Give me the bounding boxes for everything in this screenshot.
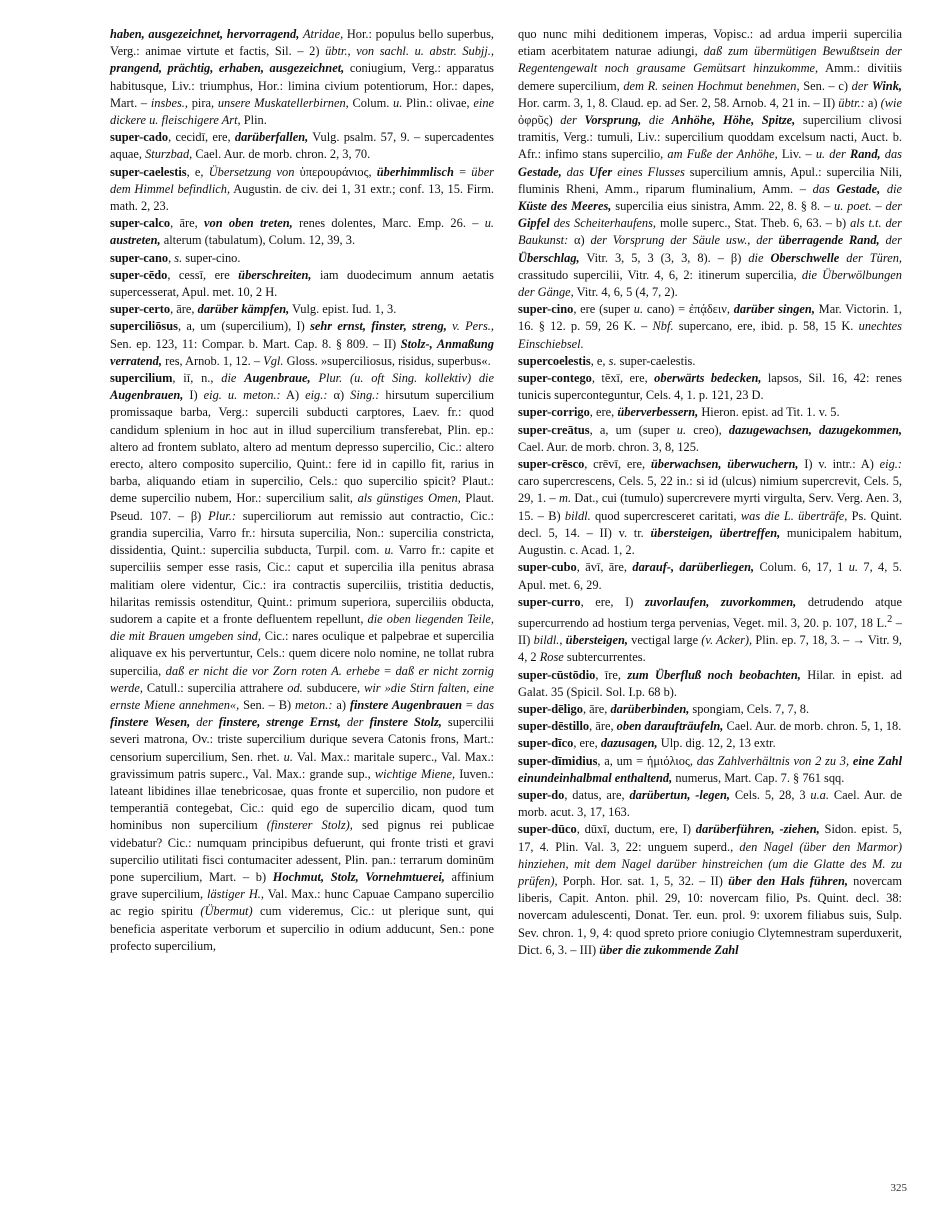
dictionary-entry: super-dīco, ere, dazusagen, Ulp. dig. 12, 2, 13 extr. [518, 736, 776, 751]
dictionary-entry: super-cūstōdio, īre, zum Überfluß noch beobachten, Hilar. in epist. ad Galat. 35 (Spicil. Sol. I.p. 68 b). [518, 667, 902, 699]
dictionary-entry: super-caelestis, e, Übersetzung von ὑπερουράνιος, überhimmlisch = über dem Himmel befindlich, Augustin. de civ. dei 1, 31 extr.; conf. 13, 15. Firm. math. 2, 23. [110, 164, 495, 214]
dictionary-entry: super-dīmidius, a, um = ἡμιόλιος, das Zahlverhältnis von 2 zu 3, eine Zahl einundeinhalbmal enthaltend, numerus, Mart. Cap. 7. § 761 sqq. [518, 753, 903, 785]
dictionary-entry: super-creātus, a, um (super u. creo), dazugewachsen, dazugekommen, Cael. Aur. de morb. chron. 3, 8, 125. [518, 422, 902, 454]
dictionary-entry: super-cubo, āvī, āre, darauf-, darüberliegen, Colum. 6, 17, 1 u. 7, 4, 5. Apul. met. 6, 29. [518, 560, 902, 592]
dictionary-entry: super-dūco, dūxī, ductum, ere, I) darüberführen, -ziehen, Sidon. epist. 5, 17, 4. Plin. Val. 3, 22: unguem superd., den Nagel (über den Marmor) hinziehen, mit dem Nagel darüber hinstreichen (um die Glatte des M. zu prüfen), Porph. Hor. sat. 1, 5, 32. – II) über den Hals führen, novercam liberis, Capit. Anton. phil. 29, 10: novercam filio, Ps. Quint. decl. 38: novercam adulescenti, Donat. Ter. eun. prol. 9: uxorem filiabus suis, Sulp. Sev. chron. 1, 9, 4: quod spreto priore coniugio Clytemnestram superduxerit, Dict. 6, 3. – III) über die zukommende Zahl [518, 822, 902, 957]
dictionary-entry: supercoelestis, e, s. super-caelestis. [518, 353, 696, 368]
dictionary-entry: super-contego, tēxī, ere, oberwärts bedecken, lapsos, Sil. 16, 42: renes tunicis superconteguntur, Cels. 4, 1. p. 121, 23 D. [518, 371, 902, 403]
right-column [518, 26, 902, 959]
dictionary-entry: super-curro, ere, I) zuvorlaufen, zuvorkommen, detrudendo atque supercurrendo ad hostium terga pervenias, Veget. mil. 3, 20. p. 107, 18 L.$^2$ – II) bildl., übersteigen, vectigal large (v. Acker), Plin. ep. 7, 18, 3. – → Vitr. 9, 4, 2 Rose subtercurrentes. [518, 594, 902, 665]
page-number: 325 [890, 1182, 907, 1194]
dictionary-entry: super-corrigo, ere, überverbessern, Hieron. epist. ad Tit. 1. v. 5. [518, 405, 840, 420]
left-column [110, 26, 494, 955]
dictionary-entry: super-cēdo, cessī, ere überschreiten, iam duodecimum annum aetatis supercesserat, Apul. met. 10, 2 H. [110, 267, 495, 300]
dictionary-entry: haben, ausgezeichnet, hervorragend, Atridae, Hor.: populus bello superbus, Verg.: animae virtute et factis, Sil. – 2) übtr., von sachl. u. abstr. Subjj., prangend, prächtig, erhaben, ausgezeichnet, coniugium, Verg.: apparatus habitusque, Liv.: triumphus, Hor.: limina civium potentiorum, Hor.: dapes, Mart. – insbes., pira, unsere Muskatellerbirnen, Colum. u. Plin.: olivae, eine dickere u. fleischigere Art, Plin. [110, 27, 495, 128]
dictionary-entry: super-dēligo, āre, darüberbinden, spongiam, Cels. 7, 7, 8. [518, 702, 810, 717]
dictionary-entry: superciliōsus, a, um (supercilium), I) sehr ernst, finster, streng, v. Pers., Sen. ep. 123, 11: Compar. b. Mart. Cap. 8. § 809. – II) Stolz-, Anmaßung verratend, res, Arnob. 1, 12. – Vgl. Gloss. »superciliosus, risidus, superbus«. [110, 319, 494, 368]
dictionary-entry: super-cino, ere (super u. cano) = ἐπᾴδειν, darüber singen, Mar. Victorin. 1, 16. § 12. p. 59, 26 K. – Nbf. supercano, ere, ibid. p. 58, 15 K. unechtes Einschiebsel. [518, 302, 902, 351]
dictionary-entry: super-cano, s. super-cino. [110, 250, 241, 265]
dictionary-entry: supercilium, iī, n., die Augenbraue, Plur. (u. oft Sing. kollektiv) die Augenbrauen, I) eig. u. meton.: A) eig.: α) Sing.: hirsutum supercilium promissaque barba, Verg.: supercili subducti carptores, Laev. fr.: quod candidum splenium in hoc aut in illud supercilium transferebat, Plin. ep.: altero ad frontem sublato, altero ad mentum depresso supercilio, Cic.: altero erecto, altero composito supercilio, Quint.: fere id in capillo fit, rarius in barba, aliquando etiam in supercilio, Cels.: quo supercilio spicit? Plaut.: deme supercilio nubem, Hor.: supercilium salit, als günstiges Omen, Plaut. Pseud. 107. – β) Plur.: superciliorum aut remissio aut contractio, Cic.: grandia supercilia, Varro fr.: hirsuta supercilia, Non.: supercilia constricta, dissidentia, Quint.: supercilia subducta, Turpil. com. u. Varro fr.: capite et superciliis semper esse rasis, Cic.: caput et supercilia illa penitus abrasa malitiam olere videntur, Cic.: ira contractis superciliis, tristitia deductis, hilaritas remissis ostenditur, Quint.: primum superiora, superciliis obducta, sudorem a capite et a fronte defluentem repellunt, die oben liegenden Teile, die mit Brauen umgeben sind, Cic.: nares oculique et palpebrae et supercilia aliquave ex his pervertuntur, Cels.: quem dicere nolo nomine, ne tollat rubra supercilia, daß er nicht die vor Zorn roten A. erhebe = daß er nicht zornig werde, Catull.: supercilia attrahere od. subducere, wir »die Stirn falten, eine ernste Miene annehmen«, Sen. – B) meton.: a) finstere Augenbrauen = das finstere Wesen, der finstere, strenge Ernst, der finstere Stolz, supercilii severi matrona, Ov.: triste supercilium durique severa Catonis frons, Mart.: censorium supercilium, Sen. rhet. u. Val. Max.: maritale superc., Val. Max.: gravissimum patris superc., Val. Max.: grande sup., wichtige Miene, Iuven.: lateant libidines illae tenebricosae, quas fronte et supercilio, non pudore et temperantiā contegebat, Cic.: quid ego de supercilio dicam, quod tum hominibus non supercilium (finsterer Stolz), sed pignus rei publicae videbatur? Cic.: numquam principibus defuerunt, qui fronte tristi et gravi supercilio utilitati fisci contumaciter adessent, Plin. pan.: terrarum dominūm pone supercilium, Mart. – b) Hochmut, Stolz, Vornehmtuerei, affinium grave supercilium, lästiger H., Val. Max.: hunc Capuae Campano supercilio ac regio spiritu (Übermut) cum videremus, Cic.: ut plerique sunt, qui beneficia asperitate verborum et supercilio in odium adducunt, Sen.: pone profecto supercilium, [110, 371, 495, 953]
dictionary-entry: super-calco, āre, von oben treten, renes dolentes, Marc. Emp. 26. – u. austreten, alterum (tabulatum), Colum. 12, 39, 3. [110, 216, 494, 248]
dictionary-entry: super-dēstillo, āre, oben daraufträufeln, Cael. Aur. de morb. chron. 5, 1, 18. [518, 719, 902, 734]
dictionary-entry: super-cado, cecidī, ere, darüberfallen, Vulg. psalm. 57, 9. – supercadentes aquae, Sturzbad, Cael. Aur. de morb. chron. 2, 3, 70. [110, 130, 494, 162]
dictionary-entry: super-do, datus, are, darübertun, -legen, Cels. 5, 28, 3 u.a. Cael. Aur. de morb. acut. 3, 17, 163. [518, 788, 903, 820]
dictionary-entry: quo nunc mihi deditionem imperas, Vopisc.: ad ardua imperii supercilia etiam acerbitatem naturae adiungi, daß zum übermütigen Bewußtsein der Regentengewalt noch grausame Gemütsart hinzukomme, Amm.: divitiis demere supercilium, dem R. seinen Hochmut benehmen, Sen. – c) der Wink, Hor. carm. 3, 1, 8. Claud. ep. ad Ser. 2, 58. Arnob. 4, 21 in. – II) übtr.: a) (wie ὀφρῦς) der Vorsprung, die Anhöhe, Höhe, Spitze, supercilium clivosi tramitis, Verg.: tumuli, Liv.: supercilium quoddam excelsum nacti, Auct. b. Afr.: infimo stans supercilio, am Fuße der Anhöhe, Liv. – u. der Rand, das Gestade, das Ufer eines Flusses supercilium amnis, Apul.: supercilia Nili, fluminis Rheni, Amm., riparum fluminalium, Amm. – das Gestade, die Küste des Meeres, supercilia eius sinistra, Amm. 22, 8. § 8. – u. poet. – der Gipfel des Scheiterhaufens, molle superc., Stat. Theb. 6, 63. – b) als t.t. der Baukunst: α) der Vorsprung der Säule usw., der überragende Rand, der Überschlag, Vitr. 3, 5, 3 (3, 3, 8). – β) die Oberschwelle der Türen, crassitudo supercilii, Vitr. 4, 6, 2: itinerum supercilia, die Überwölbungen der Gänge, Vitr. 4, 6, 5 (4, 7, 2). [518, 27, 903, 300]
dictionary-entry: super-crēsco, crēvī, ere, überwachsen, überwuchern, I) v. intr.: A) eig.: caro supercrescens, Cels. 5, 22 in.: si id (ulcus) nimium supercrevit, Cels. 5, 29, 1. – m. Dat., cui (tumulo) supercrevere myrti virgulta, Serv. Verg. Aen. 3, 15. – B) bildl. quod supercresceret caritati, was die L. überträfe, Ps. Quint. decl. 5, 14. – II) v. tr. übersteigen, übertreffen, municipalem habitum, Augustin. c. Acad. 1, 2. [518, 457, 903, 558]
dictionary-entry: super-certo, āre, darüber kämpfen, Vulg. epist. Iud. 1, 3. [110, 302, 397, 317]
